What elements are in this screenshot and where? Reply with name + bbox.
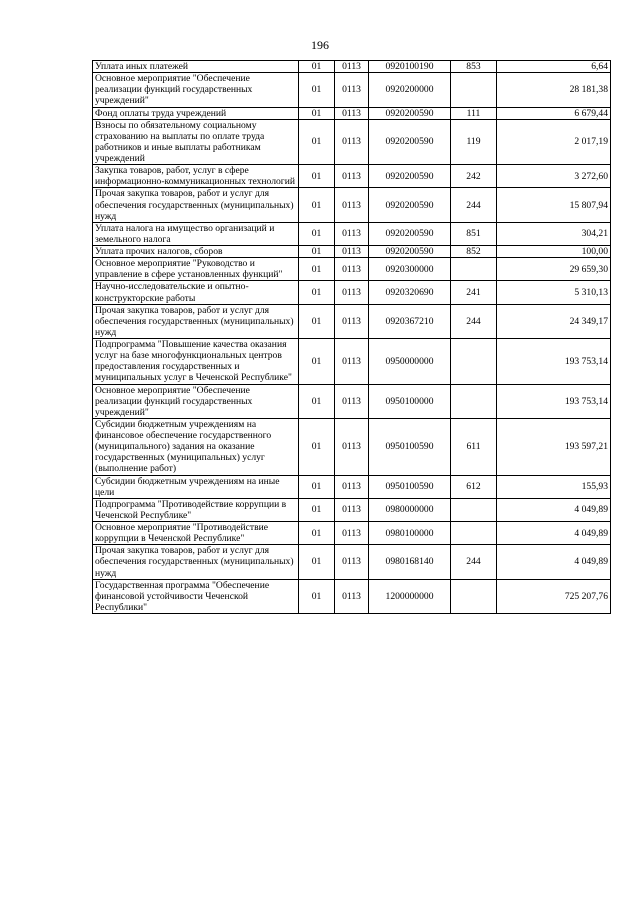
row-target-article-cell: 0920300000 xyxy=(369,258,451,281)
row-amount-cell: 193 753,14 xyxy=(497,339,611,385)
row-subsection-cell: 0113 xyxy=(335,107,369,119)
row-section-cell: 01 xyxy=(299,222,335,245)
row-target-article-cell: 0920200590 xyxy=(369,107,451,119)
row-name-cell: Субсидии бюджетным учреждениям на иные цели xyxy=(93,475,299,498)
table-row xyxy=(93,107,611,119)
row-amount-cell: 2 017,19 xyxy=(497,119,611,165)
row-amount-cell: 28 181,38 xyxy=(497,73,611,107)
row-expense-type-cell: 119 xyxy=(451,119,497,165)
row-section-cell: 01 xyxy=(299,246,335,258)
row-subsection-cell: 0113 xyxy=(335,73,369,107)
table-row xyxy=(93,418,611,475)
row-target-article-cell: 0920200590 xyxy=(369,165,451,188)
row-target-article-cell: 0920200590 xyxy=(369,119,451,165)
row-amount-cell: 193 753,14 xyxy=(497,384,611,418)
row-expense-type-cell: 111 xyxy=(451,107,497,119)
row-section-cell: 01 xyxy=(299,339,335,385)
page-number: 196 xyxy=(311,38,329,52)
row-section-cell: 01 xyxy=(299,165,335,188)
row-subsection-cell: 0113 xyxy=(335,545,369,579)
row-amount-cell: 15 807,94 xyxy=(497,188,611,222)
row-section-cell: 01 xyxy=(299,418,335,475)
table-body xyxy=(93,61,611,614)
row-name-cell: Уплата прочих налогов, сборов xyxy=(93,246,299,258)
row-section-cell: 01 xyxy=(299,545,335,579)
table-row xyxy=(93,73,611,107)
row-expense-type-cell: 852 xyxy=(451,246,497,258)
row-subsection-cell: 0113 xyxy=(335,61,369,73)
row-section-cell: 01 xyxy=(299,475,335,498)
row-target-article-cell: 0980168140 xyxy=(369,545,451,579)
row-subsection-cell: 0113 xyxy=(335,339,369,385)
row-name-cell: Основное мероприятие "Руководство и управление в сфере установленных функций" xyxy=(93,258,299,281)
row-target-article-cell: 0920200590 xyxy=(369,188,451,222)
row-amount-cell: 304,21 xyxy=(497,222,611,245)
row-target-article-cell: 0980000000 xyxy=(369,498,451,521)
row-expense-type-cell: 244 xyxy=(451,188,497,222)
budget-table xyxy=(92,60,611,614)
row-subsection-cell: 0113 xyxy=(335,188,369,222)
row-section-cell: 01 xyxy=(299,188,335,222)
row-name-cell: Основное мероприятие "Обеспечение реализации функций государственных учреждений" xyxy=(93,73,299,107)
row-name-cell: Взносы по обязательному социальному страхованию на выплаты по оплате труда работников и иные выплаты работникам учреждений xyxy=(93,119,299,165)
row-section-cell: 01 xyxy=(299,522,335,545)
row-name-cell: Уплата налога на имущество организаций и земельного налога xyxy=(93,222,299,245)
row-subsection-cell: 0113 xyxy=(335,384,369,418)
row-name-cell: Прочая закупка товаров, работ и услуг для обеспечения государственных (муниципальных) нужд xyxy=(93,304,299,338)
row-expense-type-cell xyxy=(451,339,497,385)
row-expense-type-cell: 611 xyxy=(451,418,497,475)
row-name-cell: Основное мероприятие "Противодействие коррупции в Чеченской Республике" xyxy=(93,522,299,545)
row-section-cell: 01 xyxy=(299,119,335,165)
row-amount-cell: 29 659,30 xyxy=(497,258,611,281)
row-name-cell: Прочая закупка товаров, работ и услуг для обеспечения государственных (муниципальных) нужд xyxy=(93,188,299,222)
row-amount-cell: 24 349,17 xyxy=(497,304,611,338)
row-target-article-cell: 0920100190 xyxy=(369,61,451,73)
row-expense-type-cell xyxy=(451,579,497,613)
table-row xyxy=(93,188,611,222)
row-subsection-cell: 0113 xyxy=(335,579,369,613)
row-expense-type-cell: 612 xyxy=(451,475,497,498)
row-section-cell: 01 xyxy=(299,579,335,613)
row-section-cell: 01 xyxy=(299,107,335,119)
row-target-article-cell: 0920200590 xyxy=(369,222,451,245)
row-section-cell: 01 xyxy=(299,281,335,304)
row-expense-type-cell xyxy=(451,522,497,545)
row-target-article-cell: 0950000000 xyxy=(369,339,451,385)
row-amount-cell: 6 679,44 xyxy=(497,107,611,119)
row-subsection-cell: 0113 xyxy=(335,165,369,188)
row-expense-type-cell: 853 xyxy=(451,61,497,73)
table-row xyxy=(93,258,611,281)
row-target-article-cell: 0980100000 xyxy=(369,522,451,545)
row-subsection-cell: 0113 xyxy=(335,498,369,521)
row-name-cell: Уплата иных платежей xyxy=(93,61,299,73)
table-row xyxy=(93,222,611,245)
row-target-article-cell: 1200000000 xyxy=(369,579,451,613)
row-amount-cell: 100,00 xyxy=(497,246,611,258)
table-row xyxy=(93,339,611,385)
row-amount-cell: 155,93 xyxy=(497,475,611,498)
row-expense-type-cell: 241 xyxy=(451,281,497,304)
row-amount-cell: 6,64 xyxy=(497,61,611,73)
row-target-article-cell: 0920367210 xyxy=(369,304,451,338)
row-amount-cell: 193 597,21 xyxy=(497,418,611,475)
row-expense-type-cell xyxy=(451,384,497,418)
row-expense-type-cell xyxy=(451,73,497,107)
table-row xyxy=(93,522,611,545)
row-subsection-cell: 0113 xyxy=(335,281,369,304)
row-section-cell: 01 xyxy=(299,498,335,521)
row-expense-type-cell: 242 xyxy=(451,165,497,188)
row-subsection-cell: 0113 xyxy=(335,119,369,165)
row-name-cell: Закупка товаров, работ, услуг в сфере информационно-коммуникационных технологий xyxy=(93,165,299,188)
row-target-article-cell: 0920320690 xyxy=(369,281,451,304)
row-amount-cell: 5 310,13 xyxy=(497,281,611,304)
row-section-cell: 01 xyxy=(299,304,335,338)
row-target-article-cell: 0920200000 xyxy=(369,73,451,107)
row-expense-type-cell: 851 xyxy=(451,222,497,245)
row-subsection-cell: 0113 xyxy=(335,246,369,258)
row-expense-type-cell xyxy=(451,258,497,281)
row-amount-cell: 3 272,60 xyxy=(497,165,611,188)
row-amount-cell: 4 049,89 xyxy=(497,498,611,521)
row-target-article-cell: 0950100590 xyxy=(369,475,451,498)
row-name-cell: Государственная программа "Обеспечение финансовой устойчивости Чеченской Республики" xyxy=(93,579,299,613)
row-target-article-cell: 0920200590 xyxy=(369,246,451,258)
row-subsection-cell: 0113 xyxy=(335,304,369,338)
row-subsection-cell: 0113 xyxy=(335,418,369,475)
row-target-article-cell: 0950100000 xyxy=(369,384,451,418)
row-name-cell: Прочая закупка товаров, работ и услуг для обеспечения государственных (муниципальных) нужд xyxy=(93,545,299,579)
row-amount-cell: 4 049,89 xyxy=(497,545,611,579)
row-name-cell: Субсидии бюджетным учреждениям на финансовое обеспечение государственного (муниципального) задания на оказание государственных (муниципальных) услуг (выполнение работ) xyxy=(93,418,299,475)
row-subsection-cell: 0113 xyxy=(335,222,369,245)
table-row xyxy=(93,475,611,498)
table-row xyxy=(93,165,611,188)
row-subsection-cell: 0113 xyxy=(335,475,369,498)
row-name-cell: Подпрограмма "Повышение качества оказания услуг на базе многофункциональных центров предоставления государственных и муниципальных услуг в Чеченской Республике" xyxy=(93,339,299,385)
row-subsection-cell: 0113 xyxy=(335,522,369,545)
row-amount-cell: 4 049,89 xyxy=(497,522,611,545)
row-expense-type-cell xyxy=(451,498,497,521)
row-name-cell: Подпрограмма "Противодействие коррупции в Чеченской Республике" xyxy=(93,498,299,521)
row-section-cell: 01 xyxy=(299,61,335,73)
table-row xyxy=(93,281,611,304)
row-name-cell: Фонд оплаты труда учреждений xyxy=(93,107,299,119)
table-row xyxy=(93,119,611,165)
table-row xyxy=(93,61,611,73)
row-subsection-cell: 0113 xyxy=(335,258,369,281)
table-row xyxy=(93,246,611,258)
row-expense-type-cell: 244 xyxy=(451,545,497,579)
table-row xyxy=(93,579,611,613)
table-row xyxy=(93,545,611,579)
table-row xyxy=(93,498,611,521)
row-target-article-cell: 0950100590 xyxy=(369,418,451,475)
row-expense-type-cell: 244 xyxy=(451,304,497,338)
row-name-cell: Научно-исследовательские и опытно-конструкторские работы xyxy=(93,281,299,304)
row-section-cell: 01 xyxy=(299,73,335,107)
row-name-cell: Основное мероприятие "Обеспечение реализации функций государственных учреждений" xyxy=(93,384,299,418)
row-section-cell: 01 xyxy=(299,258,335,281)
row-amount-cell: 725 207,76 xyxy=(497,579,611,613)
row-section-cell: 01 xyxy=(299,384,335,418)
table-row xyxy=(93,304,611,338)
table-row xyxy=(93,384,611,418)
